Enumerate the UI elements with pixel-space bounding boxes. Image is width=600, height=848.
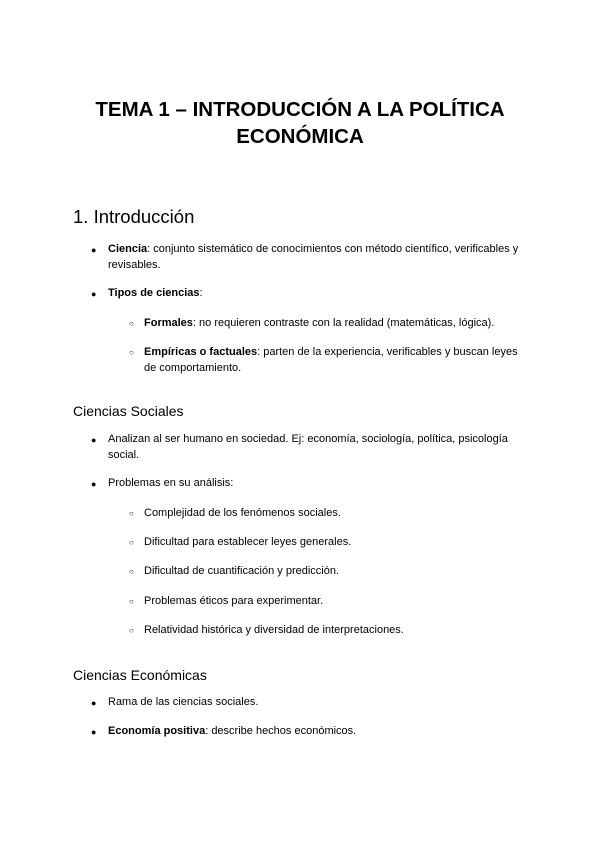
circle-bullet-icon: ○ <box>129 319 134 328</box>
circle-bullet-icon: ○ <box>129 509 134 518</box>
section-heading-introduccion: 1. Introducción <box>73 206 195 227</box>
circle-bullet-icon: ○ <box>129 538 134 547</box>
list-item-rama: Rama de las ciencias sociales. <box>108 696 259 708</box>
circle-bullet-icon: ○ <box>129 597 134 606</box>
bullet-icon: ● <box>91 727 97 737</box>
circle-bullet-icon: ○ <box>129 626 134 635</box>
bullet-icon: ● <box>91 289 97 299</box>
list-item-problema-2: Dificultad para establecer leyes generales. <box>144 536 352 548</box>
list-item-problemas: Problemas en su análisis: <box>108 477 234 489</box>
title-line-2: ECONÓMICA <box>236 125 364 148</box>
circle-bullet-icon: ○ <box>129 348 134 357</box>
section-heading-ciencias-economicas: Ciencias Económicas <box>73 667 207 683</box>
list-item-formales: Formales: no requieren contraste con la realidad (matemáticas, lógica). <box>144 317 495 329</box>
list-item-problema-5: Relatividad histórica y diversidad de interpretaciones. <box>144 624 404 636</box>
list-item-problema-1: Complejidad de los fenómenos sociales. <box>144 507 341 519</box>
list-item-economia-positiva: Economía positiva: describe hechos económicos. <box>108 725 357 737</box>
list-item-empiricas: Empíricas o factuales: parten de la experiencia, verificables y buscan leyes de comportamiento. <box>144 346 518 374</box>
document-title <box>0 96 600 150</box>
bullet-icon: ● <box>91 245 97 255</box>
list-item-problema-4: Problemas éticos para experimentar. <box>144 595 324 607</box>
section-heading-ciencias-sociales: Ciencias Sociales <box>73 403 184 419</box>
list-item-problema-3: Dificultad de cuantificación y predicción. <box>144 565 340 577</box>
bullet-icon: ● <box>91 479 97 489</box>
bullet-icon: ● <box>91 698 97 708</box>
list-item-analizan: Analizan al ser humano en sociedad. Ej: economía, sociología, política, psicología social. <box>108 433 508 461</box>
title-line-1: TEMA 1 – INTRODUCCIÓN A LA POLÍTICA <box>95 98 505 121</box>
bullet-icon: ● <box>91 435 97 445</box>
circle-bullet-icon: ○ <box>129 567 134 576</box>
list-item-ciencia: Ciencia: conjunto sistemático de conocimientos con método científico, verificables y revisables. <box>108 243 519 271</box>
list-item-tipos-de-ciencias: Tipos de ciencias: <box>108 287 203 299</box>
